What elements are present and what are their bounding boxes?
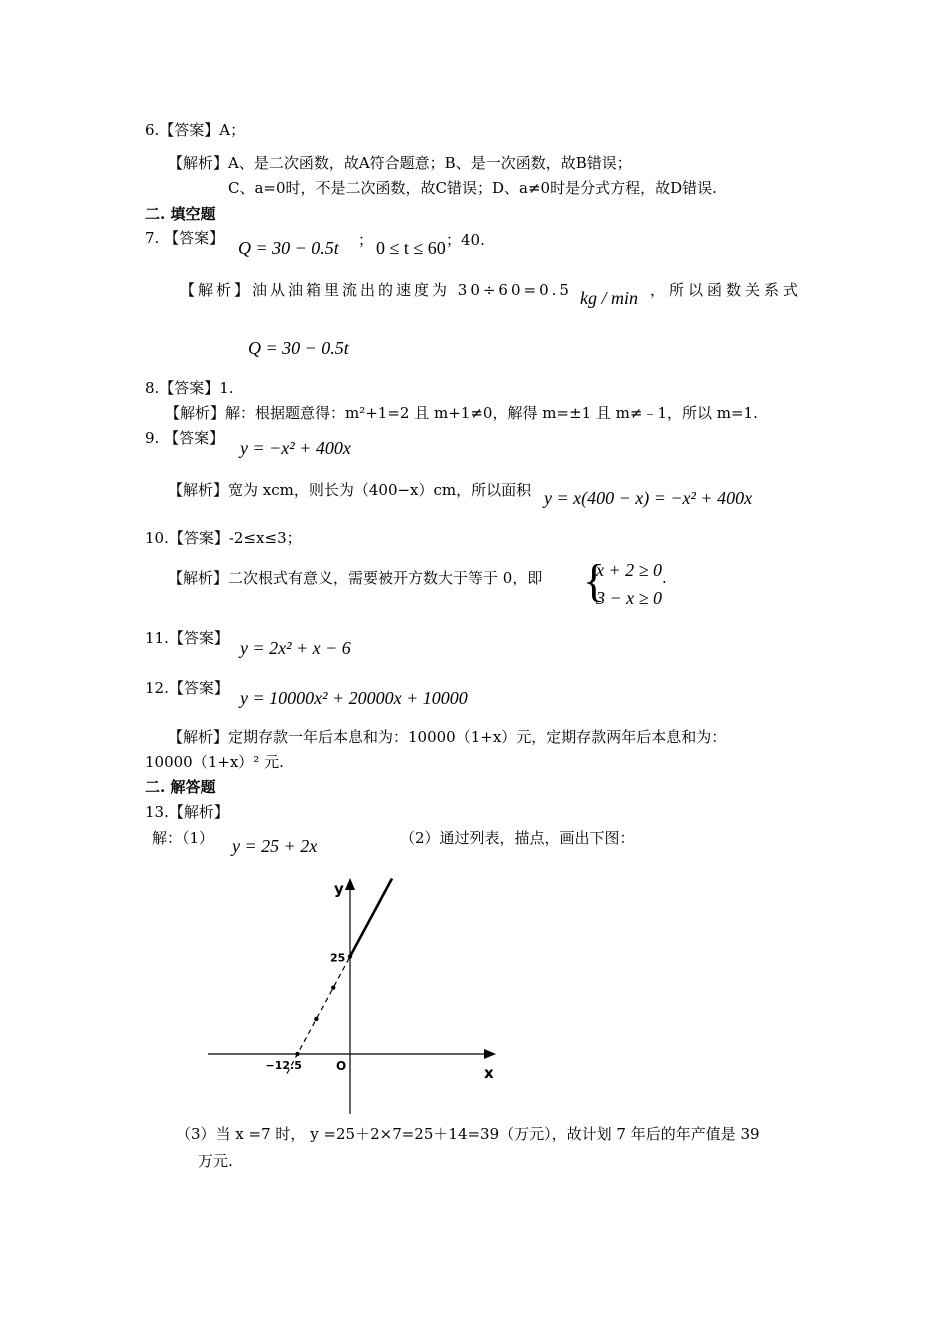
plot-point <box>314 1017 318 1021</box>
section-answer-heading: 二. 解答题 <box>145 778 216 796</box>
q11-answer-label: 11.【答案】 <box>145 629 229 647</box>
q12-analysis-line2: 10000（1+x）² 元. <box>145 753 284 771</box>
q12-analysis-line1: 【解析】定期存款一年后本息和为：10000（1+x）元，定期存款两年后本息和为： <box>168 728 727 746</box>
q13-label: 13.【解析】 <box>145 803 229 821</box>
q13-part3-line1: （3）当 x =7 时， y =25＋2×7=25＋14=39（万元），故计划 7 年后的年产值是 39 <box>176 1125 760 1143</box>
function-graph <box>200 868 510 1120</box>
q7-answer-label: 7. 【答案】 <box>145 229 225 247</box>
q9-area-formula: y = x(400 − x) = −x² + 400x <box>544 488 753 508</box>
q13-part3-line2: 万元. <box>198 1152 233 1170</box>
q11-formula: y = 2x² + x − 6 <box>240 638 351 658</box>
q7-separator-1: ； <box>358 231 374 249</box>
q7-formula-relation: Q = 30 − 0.5t <box>248 338 349 358</box>
plot-point <box>295 1052 299 1056</box>
q13-part2: （2）通过列表，描点，画出下图： <box>400 829 635 847</box>
q9-analysis: 【解析】宽为 xcm，则长为（400−x）cm，所以面积 <box>168 481 532 499</box>
q10-answer: 10.【答案】-2≤x≤3； <box>145 529 302 547</box>
x-axis-label: x <box>484 1064 494 1082</box>
q8-answer: 8.【答案】1. <box>145 379 234 397</box>
plot-point <box>331 986 335 990</box>
q12-formula: y = 10000x² + 20000x + 10000 <box>240 688 468 708</box>
q13-part1: 解：（1） <box>152 829 215 847</box>
q6-analysis-line2: C、a=0时，不是二次函数，故C错误；D、a≠0时是分式方程，故D错误. <box>228 179 717 197</box>
q10-analysis: 【解析】二次根式有意义，需要被开方数大于等于 0，即 <box>168 569 543 587</box>
q9-answer-label: 9. 【答案】 <box>145 429 225 447</box>
q10-period: . <box>662 569 667 587</box>
q10-brace: { <box>583 555 606 606</box>
x-axis-arrow <box>484 1049 496 1059</box>
q7-analysis: 【解析】油从油箱里流出的速度为 30÷60=0.5 <box>180 281 572 299</box>
graph-line-solid <box>350 879 392 957</box>
q12-answer-label: 12.【答案】 <box>145 679 229 697</box>
section-fill-heading: 二. 填空题 <box>145 205 216 223</box>
origin-label: O <box>336 1059 347 1073</box>
q6-answer: 6.【答案】A； <box>145 121 246 139</box>
q7-formula-q: Q = 30 − 0.5t <box>238 238 339 258</box>
y-intercept-label: 25 <box>330 951 346 965</box>
q13-formula: y = 25 + 2x <box>232 836 318 856</box>
y-axis-label: y <box>334 880 344 898</box>
x-intercept-label: −12.5 <box>265 1059 302 1072</box>
q10-inequality-1: x + 2 ≥ 0 <box>596 560 663 580</box>
graph-line-dashed <box>287 957 350 1074</box>
y-axis-arrow <box>345 878 355 890</box>
q7-unit: kg / min <box>580 288 638 308</box>
q7-formula-range: 0 ≤ t ≤ 60 <box>376 238 446 258</box>
q10-inequality-2: 3 − x ≥ 0 <box>596 588 663 608</box>
q9-formula: y = −x² + 400x <box>240 438 351 458</box>
q8-analysis: 【解析】解：根据题意得：m²+1=2 且 m+1≠0，解得 m=±1 且 m≠﹣1，所以 m=1. <box>165 404 758 422</box>
q6-analysis-line1: 【解析】A、是二次函数，故A符合题意；B、是一次函数，故B错误； <box>168 154 632 172</box>
plot-point <box>348 954 352 958</box>
q7-analysis-end: ，所以函数关系式 <box>650 281 803 299</box>
q7-separator-2: ；40. <box>446 231 485 249</box>
